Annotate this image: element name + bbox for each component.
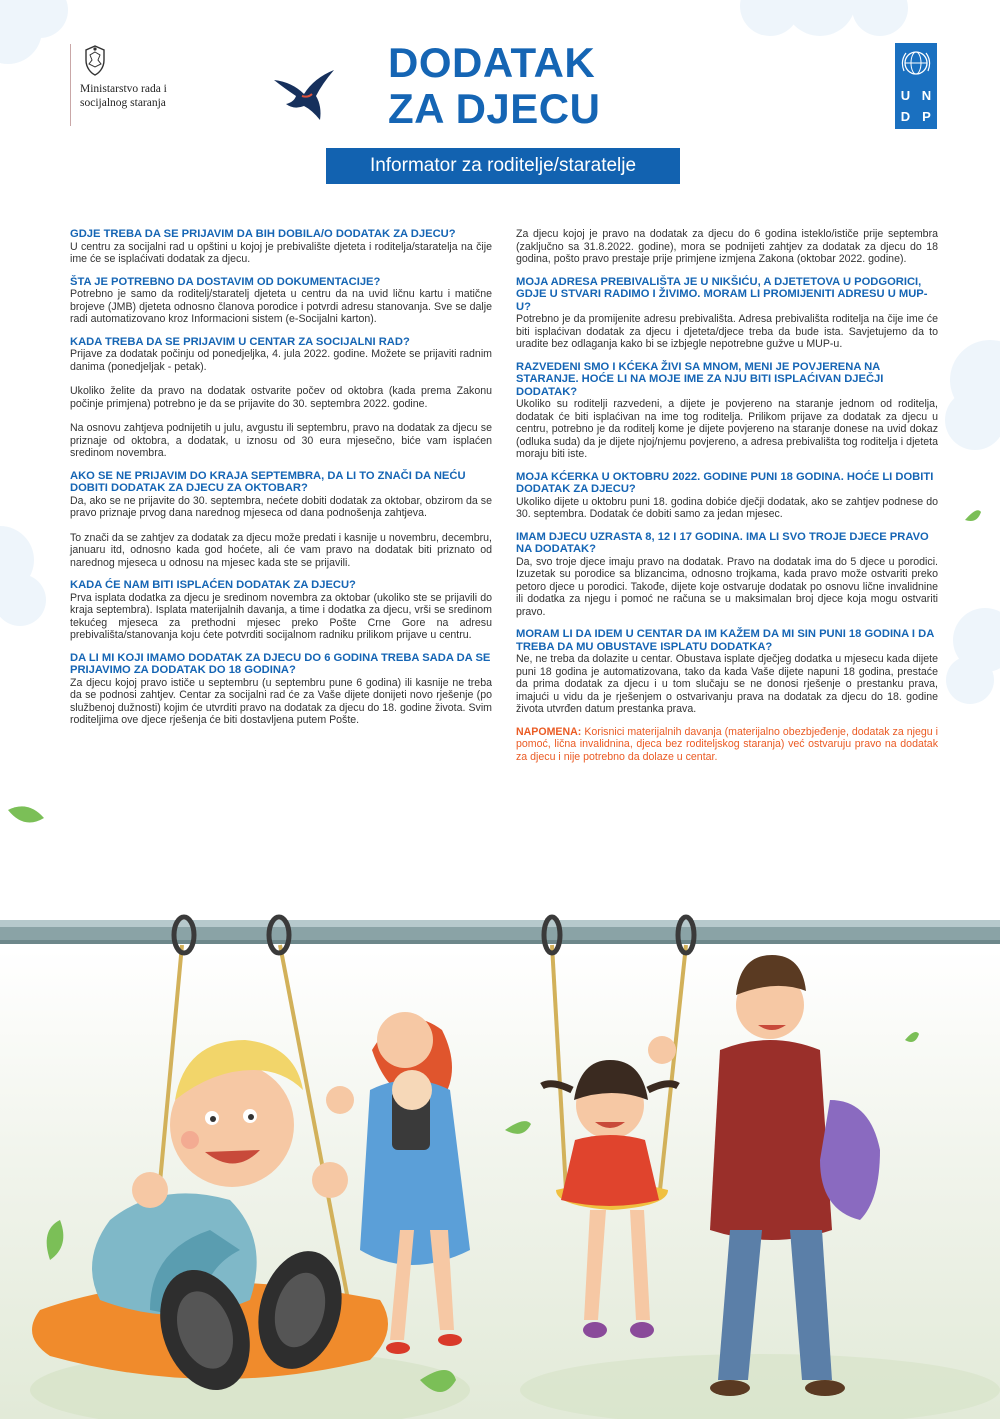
family-swing-illustration (0, 890, 1000, 1419)
undp-logo (895, 43, 937, 129)
faq-answer: Potrebno je da promijenite adresu prebivališta. Adresa prebivališta roditelja na čije ime će biti isplaćivan dodatak za djecu i djeteta/djece treba da bude ista. Savjetujemo da to uradite bez odlaganja kako bi se izbjegle nepotrebne gužve u MUP-u. (516, 313, 938, 350)
faq-question: KADA ĆE NAM BITI ISPLAĆEN DODATAK ZA DJECU? (70, 579, 356, 591)
faq-answer: To znači da se zahtjev za dodatak za djecu može predati i kasnije u novembru, decembru, januaru itd, odnosno kada god hoćete, ali će vam pravo na dodatak biti priznato od narednog mjeseca u odnosu na mjesec kada ste se prijavili. (70, 531, 492, 569)
faq-item (516, 361, 938, 461)
right-column (516, 228, 938, 763)
coat-of-arms-icon (80, 44, 110, 78)
note-label: NAPOMENA: (516, 725, 582, 738)
faq-answer: Potrebno je samo da roditelj/staratelj djeteta u centru da na uvid ličnu kartu i matične brojeve (JMB) djeteta odnosno članova porodice i potvrdi adresu stanovanja. Sve se dalje radi automatizovano kroz Informacioni sistem (e-Socijalni karton). (70, 288, 492, 325)
undp-letter: N (921, 88, 932, 103)
faq-question: RAZVEDENI SMO I KĆEKA ŽIVI SA MNOM, MENI JE POVJERENA NA STARANJE. HOĆE LI NA MOJE IME ZA NJU BITI ISPLAĆIVAN DJEČJI DODATAK? (516, 360, 884, 398)
faq-item (516, 628, 938, 716)
faq-answer: Prijave za dodatak počinju od ponedjeljka, 4. jula 2022. godine. Možete se prijaviti radnim danima (ponedjeljak - petak). (70, 348, 492, 373)
leaf-icon (965, 510, 981, 521)
faq-item (516, 471, 938, 521)
leaf-icon (8, 806, 44, 822)
undp-letter: D (900, 109, 911, 124)
note-text: Korisnici materijalnih davanja (materijalno obezbjeđenje, dodatak za njegu i pomoć, lična invalidnina, djeca bez roditeljskog staranja) već ostvaruju pravo na dodatak za djecu i nije potrebno da dolaze u centar. (516, 725, 938, 763)
faq-item (70, 470, 492, 570)
swallow-bird-icon (272, 66, 336, 122)
un-emblem-icon (900, 47, 932, 79)
faq-item (70, 579, 492, 642)
title-line-1: DODATAK (388, 39, 596, 86)
undp-letter: U (900, 88, 911, 103)
faq-item (516, 531, 938, 619)
faq-question: GDJE TREBA DA SE PRIJAVIM DA BIH DOBILA/O DODATAK ZA DJECU? (70, 228, 456, 240)
faq-answer: Ukoliko dijete u oktobru puni 18. godina dobiće dječji dodatak, ako se zahtjev podnese do 30. septembra. Dodatak će dobiti samo za jedan mjesec. (516, 495, 938, 520)
faq-question: MOJA ADRESA PREBIVALIŠTA JE U NIKŠIĆU, A DJETETOVA U PODGORICI, GDJE U STVARI RADIMO I ŽIVIMO. MORAM LI PROMIJENITI ADRESU U MUP-U? (516, 275, 928, 313)
faq-answer: Za djecu kojoj pravo ističe u septembru (u septembru pune 6 godina) ili kasnije ne treba da se podnosi zahtjev. Centar za socijalni rad će za Vaše dijete donijeti novo rješenje (po službenoj dužnosti) kojim će utvrditi pravo na dodatak za djecu do 18. godine života. Svim roditeljima ove djece rješenja će biti dostavljena putem Pošte. (70, 676, 492, 726)
faq-answer: U centru za socijalni rad u opštini u kojoj je prebivalište djeteta i roditelja/staratelja na čije ime će se isplaćivati dodatak za djecu. (70, 240, 492, 265)
faq-item (70, 336, 492, 460)
undp-letter: P (922, 109, 931, 124)
faq-item (70, 652, 492, 727)
faq-answer: Ne, ne treba da dolazite u centar. Obustava isplate dječjeg dodatka u mjesecu kada dijete puni 18 godina je automatizovana, tako da kada Vaše dijete napuni 18 godina, prestaće da prima dodatak za djecu i u tom slučaju se ne donosi rješenje o prestanku prava, imajući u vidu da je rješenjem o ostvarivanju prava na dodatak za djecu do 18. godine života utvrđen datum prestanka prava. (516, 653, 938, 715)
faq-question: KADA TREBA DA SE PRIJAVIM U CENTAR ZA SOCIJALNI RAD? (70, 335, 410, 348)
faq-question: MOJA KĆERKA U OKTOBRU 2022. GODINE PUNI 18 GODINA. HOĆE LI DOBITI DODATAK ZA DJECU? (516, 470, 934, 495)
faq-item (516, 228, 938, 266)
faq-item (516, 276, 938, 351)
undp-letters (895, 85, 937, 127)
faq-question: DA LI MI KOJI IMAMO DODATAK ZA DJECU DO 6 GODINA TREBA SADA DA SE PRIJAVIMO ZA DODATAK DO 18 GODINA? (70, 651, 491, 676)
faq-answer: Da, svo troje djece imaju pravo na dodatak. Pravo na dodatak ima do 5 djece u porodici. Izuzetak su porodice sa blizancima, odnosno trojkama, kada pravo može ostvariti preko petoro djece u porodici. Takođe, dijete koje ostvaruje dodatak po osnovu lične invalidnine ili dodatka za njegu i pomoć ne računa se u maksimalan broj djece koja mogu ostvariti pravo. (516, 555, 938, 618)
faq-answer: Prva isplata dodatka za djecu je sredinom novembra za oktobar (ukoliko ste se prijavili do kraja septembra). Isplata materijalnih davanja, a time i dodatka za djecu, vrši se sredinom tekućeg mjeseca za prethodni mjesec preko Pošte Crne Gore na adresu prebivališta/stanovanja koju ćete potvrditi socijalnom radniku prilikom prijave u centru. (70, 591, 492, 641)
note (516, 726, 938, 764)
faq-answer: Ukoliko su roditelji razvedeni, a dijete je povjereno na staranje jednom od roditelja, dodatak će biti isplaćivan na ime tog roditelja. Prilikom prijave za dodatak za djecu u centru, potrebno je da roditelj kome je dijete povjereno na staranje donese na uvid dokaz (odluka suda) da je dijete njoj/njemu povjereno, a adresa prebivališta tog roditelja i djeteta moraju biti iste. (516, 398, 938, 460)
faq-question: MORAM LI DA IDEM U CENTAR DA IM KAŽEM DA MI SIN PUNI 18 GODINA I DA TREBA DA MU OBUSTAVE ISPLATU DODATKA? (516, 628, 934, 653)
left-column (70, 228, 492, 737)
faq-question: IMAM DJECU UZRASTA 8, 12 I 17 GODINA. IMA LI SVO TROJE DJECE PRAVO NA DODATAK? (516, 530, 929, 555)
faq-question: AKO SE NE PRIJAVIM DO KRAJA SEPTEMBRA, DA LI TO ZNAČI DA NEĆU DOBITI DODATAK ZA DJECU ZA OKTOBAR? (70, 469, 466, 494)
ministry-name: Ministarstvo rada i socijalnog staranja (80, 83, 167, 109)
faq-answer: Ukoliko želite da pravo na dodatak ostvarite počev od oktobra (kada prema Zakonu počinje primjena) potrebno je da se prijavite do 30. septembra 2022. godine. (70, 385, 492, 410)
faq-item (70, 228, 492, 266)
faq-answer: Na osnovu zahtjeva podnijetih u julu, avgustu ili septembru, pravo na dodatak za djecu se priznaje od oktobra, a dodatak, u iznosu od 30 eura mjesečno, biće vam isplaćen sredinom novembra. (70, 422, 492, 459)
ministry-logo (70, 44, 210, 129)
title-line-2: ZA DJECU (388, 85, 601, 132)
page-subtitle: Informator za roditelje/staratelje (326, 148, 680, 184)
ministry-divider (70, 44, 71, 126)
page-title (388, 40, 648, 132)
faq-question: ŠTA JE POTREBNO DA DOSTAVIM OD DOKUMENTACIJE? (70, 275, 381, 288)
page-header (0, 0, 1000, 200)
faq-item (70, 276, 492, 326)
faq-answer: Za djecu kojoj je pravo na dodatak za djecu do 6 godina isteklo/ističe prije septembra (zaključno sa 31.8.2022. godine), mora se podnijeti zahtjev za dodatak za djecu do 18 godina, pošto pravo prestaje prije primjene izmjena Zakona (oktobar 2022. godine). (516, 228, 938, 265)
faq-answer: Da, ako se ne prijavite do 30. septembra, nećete dobiti dodatak za oktobar, obzirom da se pravo priznaje prvog dana narednog mjeseca od dana podnošenja zahtjeva. (70, 494, 492, 519)
